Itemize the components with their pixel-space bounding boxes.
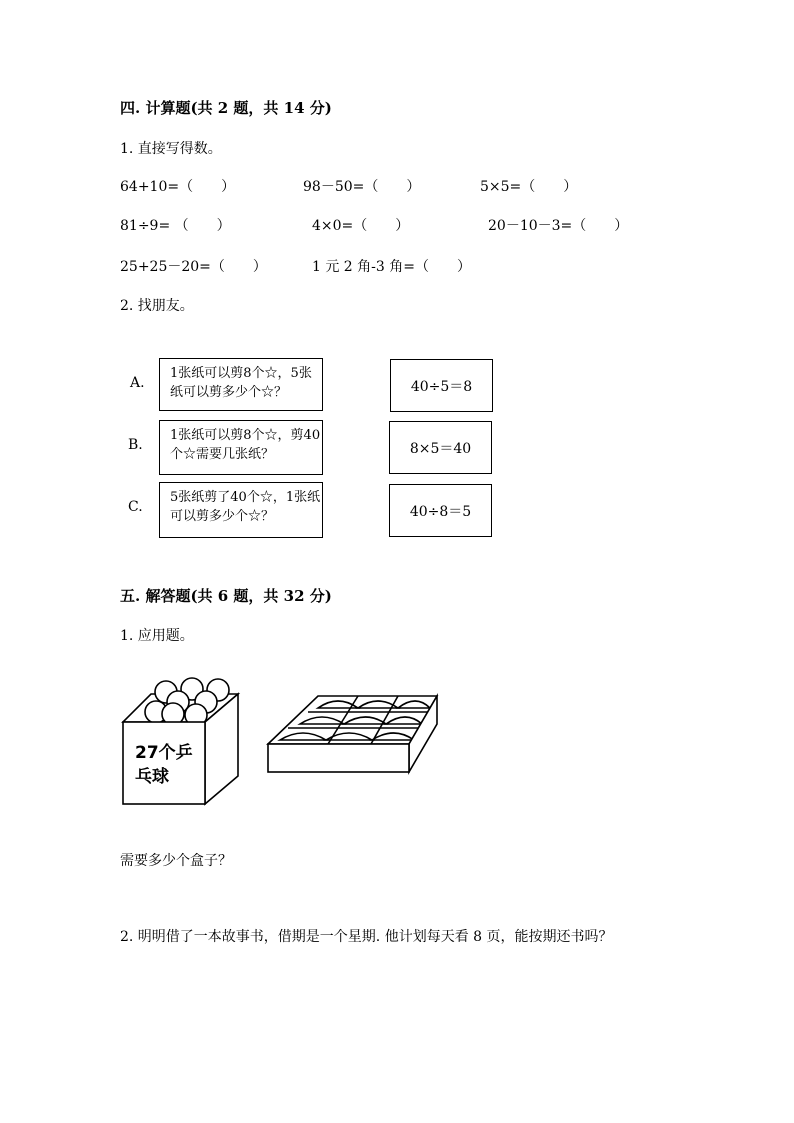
question-5-1-text: 需要多少个盒子？ <box>120 853 232 869</box>
calc-item: 25+25－20=（ ） <box>120 259 267 275</box>
calc-item: 64+10=（ ） <box>120 179 236 195</box>
calc-item: 81÷9= （ ） <box>120 218 231 234</box>
question-5-1-prompt: 1. 应用题。 <box>120 628 194 644</box>
problem-box-a: 1张纸可以剪8个☆，5张纸可以剪多少个☆？ <box>159 358 323 411</box>
ball-box-label-line2: 乓球 <box>135 767 169 787</box>
question-4-1-prompt: 1. 直接写得数。 <box>120 141 222 157</box>
ping-pong-illustration <box>118 672 448 812</box>
option-label-c: C. <box>128 499 143 515</box>
calc-item: 20－10－3=（ ） <box>488 218 629 234</box>
option-label-b: B. <box>128 437 143 453</box>
section5-title: 五. 解答题(共 6 题，共 32 分) <box>120 587 332 605</box>
option-label-a: A. <box>130 375 145 391</box>
section4-title: 四. 计算题(共 2 题，共 14 分) <box>120 99 332 117</box>
problem-box-c: 5张纸剪了40个☆，1张纸可以剪多少个☆？ <box>159 482 323 538</box>
calc-item: 5×5=（ ） <box>480 179 578 195</box>
ball-box-label-line1: 27个乒 <box>135 743 193 763</box>
question-5-2-prompt: 2. 明明借了一本故事书，借期是一个星期. 他计划每天看 8 页，能按期还书吗？ <box>120 929 613 945</box>
ball-tray-icon <box>268 696 437 772</box>
calc-item: 98－50=（ ） <box>303 179 421 195</box>
equation-box-2: 8×5＝40 <box>389 421 492 474</box>
equation-box-3: 40÷8＝5 <box>389 484 492 537</box>
question-4-2-prompt: 2. 找朋友。 <box>120 298 194 314</box>
problem-box-b: 1张纸可以剪8个☆，剪40个☆需要几张纸？ <box>159 420 323 475</box>
calc-item: 4×0=（ ） <box>312 218 410 234</box>
calc-item: 1 元 2 角-3 角=（ ） <box>312 259 471 275</box>
equation-box-1: 40÷5＝8 <box>390 359 493 412</box>
